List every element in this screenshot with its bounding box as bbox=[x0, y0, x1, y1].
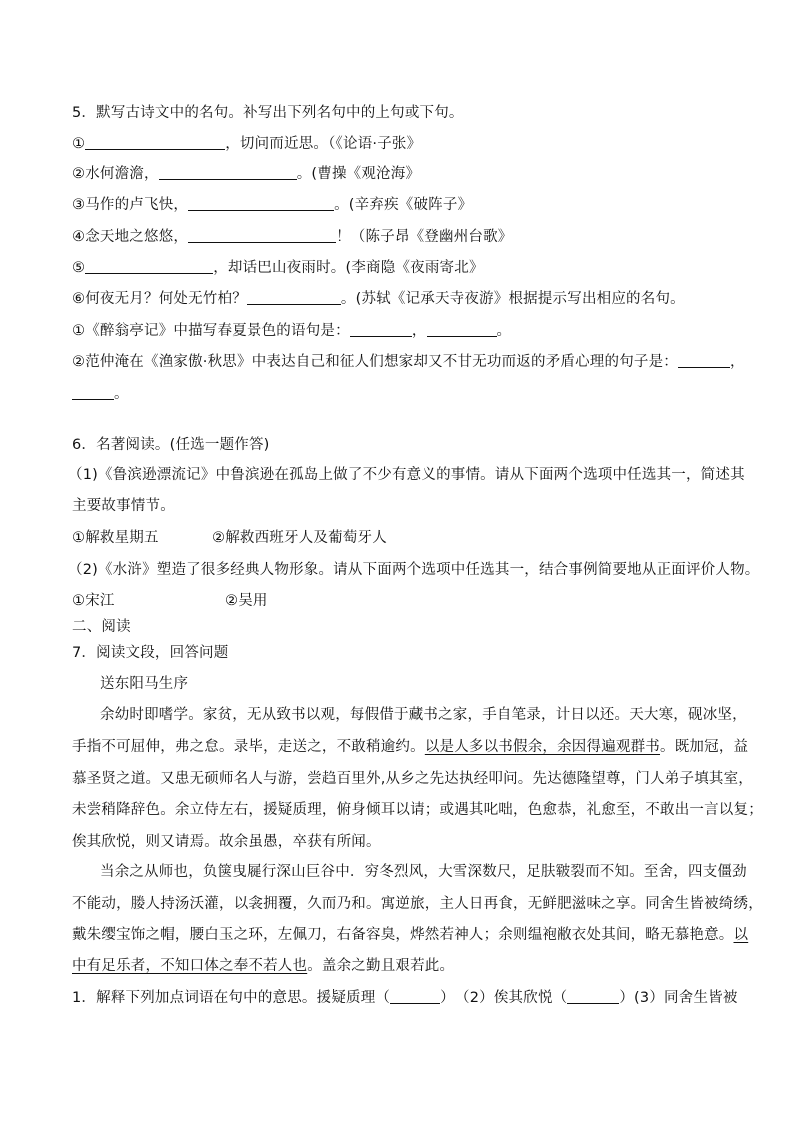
underlined-sentence: 中有足乐者，不知口体之奉不若人也 bbox=[72, 958, 308, 974]
essay-p1-line1: 余幼时即嗜学。家贫，无从致书以观，每假借于藏书之家，手自笔录，计日以还。天大寒，砚冰坚， bbox=[100, 707, 747, 723]
q6-part1-line2: 主要故事情节。 bbox=[72, 498, 175, 514]
answer-blank[interactable] bbox=[247, 290, 341, 305]
answer-blank[interactable] bbox=[567, 989, 619, 1004]
q6-title: 6．名著阅读。(任选一题作答) bbox=[72, 437, 270, 453]
essay-p2-line3: 戴朱缨宝饰之帽，腰白玉之环，左佩刀，右备容臭，烨然若神人；余则缊袍敝衣处其间，略无慕艳意。以 bbox=[72, 927, 749, 943]
q6-option-1a: ①解救星期五 bbox=[72, 530, 159, 546]
q5-line-3: ③马作的卢飞快， 。(辛弃疾《破阵子》 bbox=[72, 197, 473, 213]
answer-blank[interactable] bbox=[427, 322, 497, 337]
q7-sub1: 1．解释下列加点词语在句中的意思。援疑质理（ ） （2）俟其欣悦（ ）(3）同舍生皆被 bbox=[72, 990, 738, 1006]
answer-blank[interactable] bbox=[85, 259, 213, 274]
answer-blank[interactable] bbox=[678, 353, 730, 368]
q7-title: 7．阅读文段，回答问题 bbox=[72, 645, 229, 661]
q5-line-6: ⑥何夜无月？何处无竹柏？ 。(苏轼《记承天寺夜游》根据提示写出相应的名句。 bbox=[72, 291, 685, 307]
q6-option-1b: ②解救西班牙人及葡萄牙人 bbox=[212, 530, 387, 546]
answer-blank[interactable] bbox=[85, 135, 225, 150]
essay-p1-line4: 未尝稍降辞色。余立侍左右，援疑质理，俯身倾耳以请；或遇其叱咄，色愈恭，礼愈至，不敢出一言以复； bbox=[72, 802, 763, 818]
q5-title: 5．默写古诗文中的名句。补写出下列名句中的上句或下句。 bbox=[72, 105, 464, 121]
q6-part1-line1: （1)《鲁滨逊漂流记》中鲁滨逊在孤岛上做了不少有意义的事情。请从下面两个选项中任选其一，简述其 bbox=[68, 467, 745, 483]
essay-p2-line4: 中有足乐者，不知口体之奉不若人也。盖余之勤且艰若此。 bbox=[72, 958, 455, 974]
section-2-heading: 二、阅读 bbox=[72, 619, 131, 635]
answer-blank[interactable] bbox=[188, 196, 334, 211]
essay-p2-line2: 不能动，媵人持汤沃灌，以衾拥覆，久而乃和。寓逆旅，主人日再食，无鲜肥滋味之享。同舍生皆被绮绣， bbox=[72, 896, 763, 912]
underlined-sentence: 以是人多以书假余，余因得遍观群书 bbox=[424, 739, 661, 755]
q5-line-9: 。 bbox=[72, 384, 129, 404]
underlined-sentence: 以 bbox=[733, 927, 749, 943]
essay-p1-line2: 手指不可屈伸，弗之怠。录毕，走送之，不敢稍逾约。以是人多以书假余，余因得遍观群书。既加冠，益 bbox=[72, 739, 749, 755]
q6-option-2b: ②吴用 bbox=[225, 593, 268, 609]
essay-p2-line1: 当余之从师也，负箧曳屣行深山巨谷中．穷冬烈风，大雪深数尺，足肤皲裂而不知。至舍，四支僵劲 bbox=[100, 864, 747, 880]
answer-blank[interactable] bbox=[72, 385, 114, 400]
q5-line-8: ②范仲淹在《渔家傲·秋思》中表达自己和征人们想家却又不甘无功而返的矛盾心理的句子是： ， bbox=[72, 354, 745, 370]
q5-line-5: ⑤ ，却话巴山夜雨时。(李商隐《夜雨寄北》 bbox=[72, 260, 484, 276]
q5-line-2: ②水何澹澹， 。(曹操《观沧海》 bbox=[72, 166, 421, 182]
q5-line-7: ①《醉翁亭记》中描写春夏景色的语句是： ， 。 bbox=[72, 323, 512, 339]
essay-p1-line5: 俟其欣悦，则又请焉。故余虽愚，卒获有所闻。 bbox=[72, 834, 381, 850]
q6-option-2a: ①宋江 bbox=[72, 593, 115, 609]
essay-p1-line3: 慕圣贤之道。又患无硕师名人与游，尝趋百里外,从乡之先达执经叩问。先达德隆望尊，门人弟子填其室， bbox=[72, 771, 754, 787]
answer-blank[interactable] bbox=[159, 165, 297, 180]
answer-blank[interactable] bbox=[350, 322, 412, 337]
q6-part2: （2)《水浒》塑造了很多经典人物形象。请从下面两个选项中任选其一，结合事例简要地从正面评价人物。 bbox=[68, 562, 760, 578]
answer-blank[interactable] bbox=[390, 989, 440, 1004]
q5-line-4: ④念天地之悠悠， ！（陈子昂《登幽州台歌》 bbox=[72, 229, 513, 245]
q5-line-1: ① ，切问而近思。（《论语·子张》 bbox=[72, 136, 422, 152]
essay-title: 送东阳马生序 bbox=[100, 676, 189, 692]
answer-blank[interactable] bbox=[188, 228, 336, 243]
